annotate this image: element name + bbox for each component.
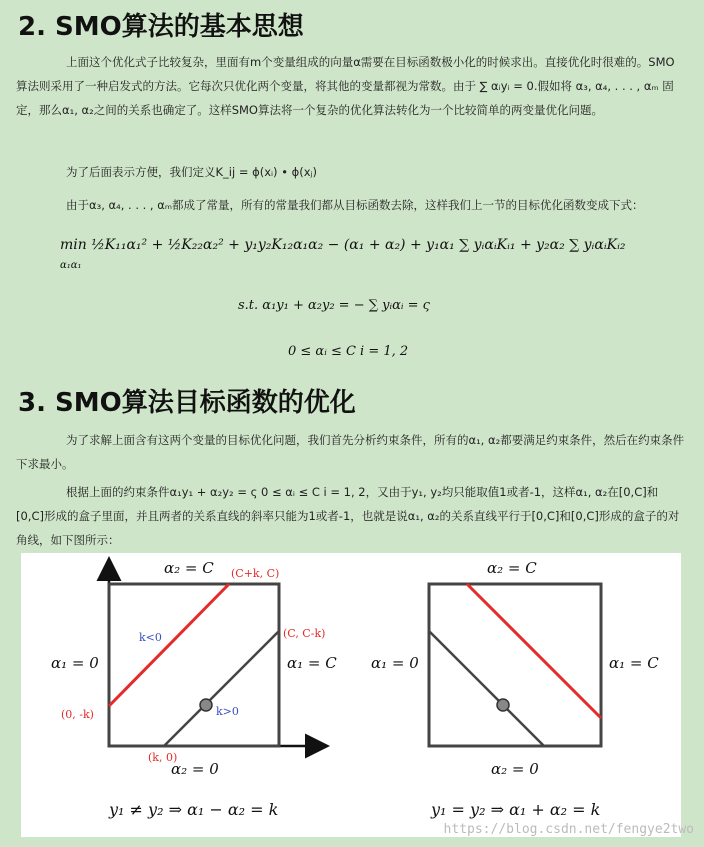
right-bottom-label: α₂ = 0 [491, 760, 539, 778]
section2-title: 2. SMO算法的基本思想 [18, 12, 304, 42]
constraint-formula: s.t. α₁y₁ + α₂y₂ = − ∑ yᵢαᵢ = ς [238, 298, 430, 313]
constraint-box-figure [21, 553, 681, 837]
right-left-label: α₁ = 0 [371, 654, 419, 672]
section2-paragraph-2: 为了后面表示方便，我们定义K_ij = ϕ(xᵢ) • ϕ(xⱼ) [66, 165, 318, 179]
objective-formula: min ½K₁₁α₁² + ½K₂₂α₂² + y₁y₂K₁₂α₁α₂ − (α₁ + α₂) + y₁α₁ ∑ yᵢαᵢKᵢ₁ + y₂α₂ ∑ yᵢαᵢKᵢ₂ [60, 237, 626, 253]
point-label-right: (C, C-k) [283, 627, 326, 640]
left-left-label: α₁ = 0 [51, 654, 99, 672]
right-red-line [467, 584, 601, 718]
watermark: https://blog.csdn.net/fengye2two [443, 822, 694, 837]
k-less-label: k<0 [139, 631, 162, 644]
bound-formula: 0 ≤ αᵢ ≤ C i = 1, 2 [288, 344, 409, 359]
right-dark-line [429, 631, 544, 746]
right-right-label: α₁ = C [609, 654, 659, 672]
k-greater-label: k>0 [216, 705, 239, 718]
section3-title: 3. SMO算法目标函数的优化 [18, 388, 356, 418]
right-point [497, 699, 509, 711]
left-top-label: α₂ = C [164, 559, 214, 577]
left-point [200, 699, 212, 711]
right-box [429, 584, 601, 746]
objective-formula-subscript: α₁α₁ [60, 260, 82, 271]
right-diagram [371, 559, 659, 819]
left-caption: y₁ ≠ y₂ ⇒ α₁ − α₂ = k [109, 800, 279, 819]
point-label-top: (C+k, C) [231, 567, 280, 580]
section3-paragraph-1: 为了求解上面含有这两个变量的目标优化问题，我们首先分析约束条件，所有的α₁, α₂都要满足约束条件，然后在约束条件下求最小。 [16, 433, 685, 471]
point-label-left: (0, -k) [61, 708, 94, 721]
right-caption: y₁ = y₂ ⇒ α₁ + α₂ = k [431, 800, 601, 819]
section2-paragraph-1: 上面这个优化式子比较复杂，里面有m个变量组成的向量α需要在目标函数极小化的时候求出。直接优化时很难的。SMO算法则采用了一种启发式的方法。它每次只优化两个变量，将其他的变量都视为常数。由于 ∑ αᵢyᵢ = 0.假如将 α₃, α₄, . . . , αₘ 固定，那么α₁, α₂之间的关系也确定了。这样SMO算法将一个复杂的优化算法转化为一个比较简单的两变量优化问题。 [16, 55, 675, 117]
point-label-bottom: (k, 0) [148, 751, 178, 764]
left-dark-line [164, 631, 279, 746]
right-top-label: α₂ = C [487, 559, 537, 577]
left-diagram [51, 559, 337, 819]
left-box [109, 584, 279, 746]
figure-svg [21, 553, 681, 837]
left-red-line [109, 584, 229, 706]
section2-paragraph-3: 由于α₃, α₄, . . . , αₘ都成了常量，所有的常量我们都从目标函数去除，这样我们上一节的目标优化函数变成下式： [66, 198, 644, 212]
left-right-label: α₁ = C [287, 654, 337, 672]
left-bottom-label: α₂ = 0 [171, 760, 219, 778]
section3-paragraph-2: 根据上面的约束条件α₁y₁ + α₂y₂ = ς 0 ≤ αᵢ ≤ C i = 1, 2，又由于y₁, y₂均只能取值1或者-1，这样α₁, α₂在[0,C]和[0,C]形成的盒子里面，并且两者的关系直线的斜率只能为1或者-1，也就是说α₁, α₂的关系直线平行于[0,C]和[0,C]形成的盒子的对角线，如下图所示： [16, 485, 680, 547]
